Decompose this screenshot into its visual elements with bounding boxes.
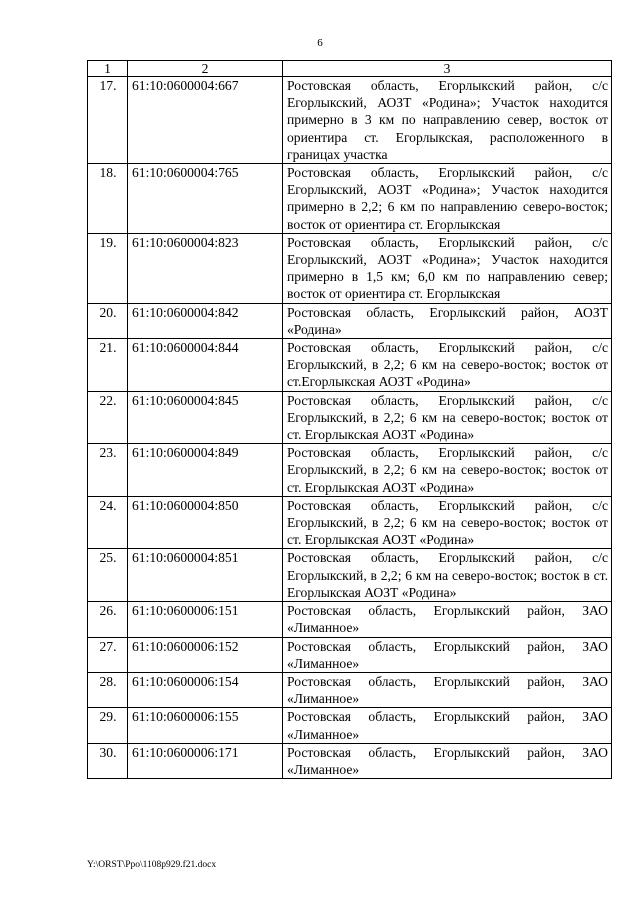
address-cell: Ростовская область, Егорлыкский район, ЗАО «Лиманное» xyxy=(283,672,612,707)
column-header-address: 3 xyxy=(283,61,612,77)
row-number-cell: 25. xyxy=(88,549,128,602)
table-row xyxy=(88,339,612,392)
address-cell: Ростовская область, Егорлыкский район, с/с Егорлыкский, в 2,2; 6 км на северо-восток; восток от ст.Егорлыкская АОЗТ «Родина» xyxy=(283,339,612,392)
row-number-cell: 22. xyxy=(88,391,128,444)
land-plots-table xyxy=(87,60,612,779)
address-cell: Ростовская область, Егорлыкский район, ЗАО «Лиманное» xyxy=(283,602,612,637)
row-number-cell: 26. xyxy=(88,602,128,637)
address-cell: Ростовская область, Егорлыкский район, ЗАО «Лиманное» xyxy=(283,637,612,672)
cadastral-number-cell: 61:10:0600004:845 xyxy=(128,391,283,444)
table-row xyxy=(88,602,612,637)
table-row xyxy=(88,303,612,338)
cadastral-number-cell: 61:10:0600006:171 xyxy=(128,743,283,778)
row-number-cell: 30. xyxy=(88,743,128,778)
table-row xyxy=(88,233,612,303)
table-row xyxy=(88,391,612,444)
table-row xyxy=(88,77,612,164)
address-cell: Ростовская область, Егорлыкский район, с/с Егорлыкский, в 2,2; 6 км на северо-восток; восток от ст. Егорлыкская АОЗТ «Родина» xyxy=(283,496,612,549)
cadastral-number-cell: 61:10:0600004:849 xyxy=(128,444,283,497)
cadastral-number-cell: 61:10:0600006:154 xyxy=(128,672,283,707)
address-cell: Ростовская область, Егорлыкский район, ЗАО «Лиманное» xyxy=(283,743,612,778)
cadastral-number-cell: 61:10:0600004:851 xyxy=(128,549,283,602)
address-cell: Ростовская область, Егорлыкский район, АОЗТ «Родина» xyxy=(283,303,612,338)
cadastral-number-cell: 61:10:0600004:842 xyxy=(128,303,283,338)
cadastral-number-cell: 61:10:0600004:850 xyxy=(128,496,283,549)
table-row xyxy=(88,743,612,778)
footer-file-path: Y:\ORST\Ppo\1108p929.f21.docx xyxy=(87,860,217,870)
table-row xyxy=(88,164,612,234)
column-header-cadastral: 2 xyxy=(128,61,283,77)
row-number-cell: 19. xyxy=(88,233,128,303)
cadastral-number-cell: 61:10:0600004:823 xyxy=(128,233,283,303)
row-number-cell: 17. xyxy=(88,77,128,164)
row-number-cell: 23. xyxy=(88,444,128,497)
page-number: 6 xyxy=(317,37,323,49)
table-row xyxy=(88,672,612,707)
cadastral-number-cell: 61:10:0600004:844 xyxy=(128,339,283,392)
table-row xyxy=(88,496,612,549)
row-number-cell: 29. xyxy=(88,708,128,743)
row-number-cell: 20. xyxy=(88,303,128,338)
address-cell: Ростовская область, Егорлыкский район, с/с Егорлыкский, АОЗТ «Родина»; Участок находится примерно в 1,5 км; 6,0 км по направлению север; восток от ориентира ст. Егорлыкская xyxy=(283,233,612,303)
table-body xyxy=(88,77,612,779)
address-cell: Ростовская область, Егорлыкский район, ЗАО «Лиманное» xyxy=(283,708,612,743)
cadastral-number-cell: 61:10:0600006:151 xyxy=(128,602,283,637)
column-header-number: 1 xyxy=(88,61,128,77)
table-header-row xyxy=(88,61,612,77)
address-cell: Ростовская область, Егорлыкский район, с/с Егорлыкский, в 2,2; 6 км на северо-восток; восток от ст. Егорлыкская АОЗТ «Родина» xyxy=(283,444,612,497)
row-number-cell: 18. xyxy=(88,164,128,234)
table-row xyxy=(88,444,612,497)
address-cell: Ростовская область, Егорлыкский район, с/с Егорлыкский, АОЗТ «Родина»; Участок находится примерно в 3 км по направлению север, восток от ориентира ст. Егорлыкская, расположенного в границах участка xyxy=(283,77,612,164)
row-number-cell: 21. xyxy=(88,339,128,392)
row-number-cell: 24. xyxy=(88,496,128,549)
table-row xyxy=(88,708,612,743)
cadastral-number-cell: 61:10:0600004:667 xyxy=(128,77,283,164)
cadastral-number-cell: 61:10:0600006:152 xyxy=(128,637,283,672)
address-cell: Ростовская область, Егорлыкский район, с/с Егорлыкский, в 2,2; 6 км на северо-восток; восток в ст. Егорлыкская АОЗТ «Родина» xyxy=(283,549,612,602)
cadastral-number-cell: 61:10:0600004:765 xyxy=(128,164,283,234)
table-row xyxy=(88,637,612,672)
cadastral-number-cell: 61:10:0600006:155 xyxy=(128,708,283,743)
address-cell: Ростовская область, Егорлыкский район, с/с Егорлыкский, АОЗТ «Родина»; Участок находится примерно в 2,2; 6 км по направлению северо-восток; восток от ориентира ст. Егорлыкская xyxy=(283,164,612,234)
table-row xyxy=(88,549,612,602)
row-number-cell: 27. xyxy=(88,637,128,672)
row-number-cell: 28. xyxy=(88,672,128,707)
address-cell: Ростовская область, Егорлыкский район, с/с Егорлыкский, в 2,2; 6 км на северо-восток; восток от ст. Егорлыкская АОЗТ «Родина» xyxy=(283,391,612,444)
